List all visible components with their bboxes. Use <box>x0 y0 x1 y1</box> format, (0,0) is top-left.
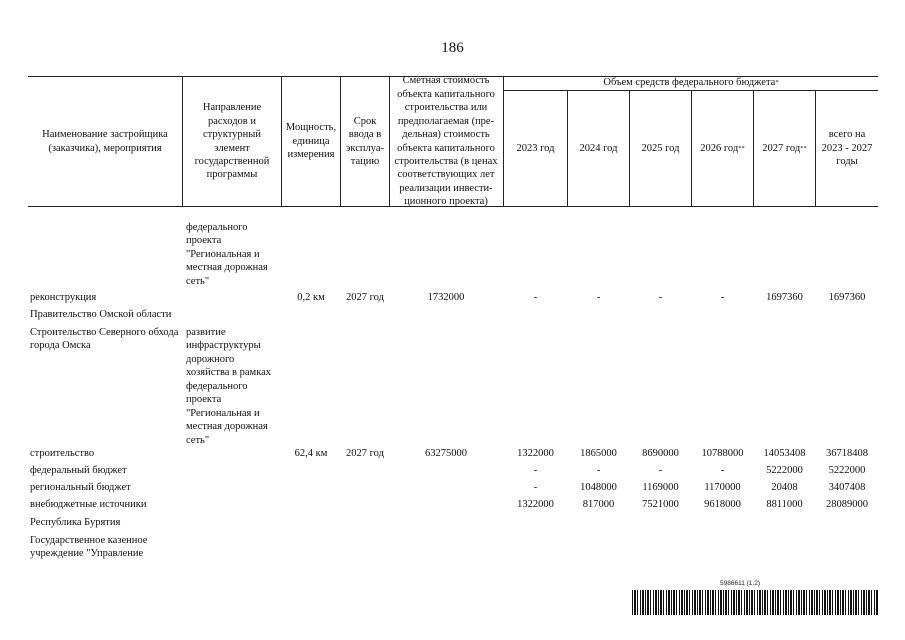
row-name-extrabudgetary: внебюджетные источники <box>30 499 147 510</box>
cell-cost: 63275000 <box>425 448 467 459</box>
header-term-text: Срок ввода в эксплуа-тацию <box>345 115 385 167</box>
cell-2023: 1322000 <box>517 499 554 510</box>
barcode <box>632 590 878 615</box>
cell-cost: 1732000 <box>427 292 465 303</box>
cell-2027: 1697360 <box>766 292 803 303</box>
cell-total: 5222000 <box>828 465 866 476</box>
cell-total: 28089000 <box>826 499 868 510</box>
cell-total: 36718408 <box>826 448 868 459</box>
cell-2025: 1169000 <box>642 482 679 493</box>
header-federal-group-text: Объем средств федерального бюджета <box>603 77 776 89</box>
header-year-2026: 2026 год ** <box>700 142 745 154</box>
cell-2027: 8811000 <box>766 499 803 510</box>
cell-2025: 7521000 <box>642 499 679 510</box>
row-name-reconstruction: реконструкция <box>30 292 97 303</box>
cell-2026: 1170000 <box>704 482 741 493</box>
cell-2024: 1865000 <box>580 448 617 459</box>
header-cost-text: Сметная стоимость объекта капитального строительства или предполагаемая (пре-дельная) стоимость объекта капитального строительства (в ценах соответствующих лет реализации инвести-ционного проекта) <box>394 75 498 208</box>
row-name-federal-budget: федеральный бюджет <box>30 465 127 476</box>
cell-capacity: 0,2 км <box>297 292 325 303</box>
cell-2025: - <box>658 465 663 476</box>
header-year-2027: 2027 год ** <box>762 142 807 154</box>
row-name-construction: строительство <box>30 448 95 459</box>
year-label: 2025 год <box>641 142 680 154</box>
header-direction-text: Направление расходов и структурный элемент государственной программы <box>194 102 270 181</box>
cell-2023: - <box>533 482 538 493</box>
year-label: 2023 год <box>516 142 555 154</box>
header-name-text: Наименование застройщика (заказчика), мероприятия <box>42 129 168 154</box>
cell-2027: 20408 <box>771 482 798 493</box>
header-total <box>818 91 876 206</box>
header-direction <box>188 77 276 206</box>
header-cost <box>391 77 501 206</box>
cell-capacity: 62,4 км <box>294 448 328 459</box>
row-direction-infrastructure: развитие инфраструктуры дорожного хозяйства в рамках федерального проекта "Региональная и местная дорожная сеть" <box>186 327 272 446</box>
header-term <box>343 77 387 206</box>
cell-2026: - <box>720 465 725 476</box>
cell-term: 2027 год <box>346 292 384 303</box>
cell-2024: 1048000 <box>580 482 617 493</box>
row-name-omsk-bypass: Строительство Северного обхода города Омска <box>30 327 179 352</box>
cell-2027: 5222000 <box>766 465 803 476</box>
header-year-2023 <box>504 91 567 206</box>
cell-2026: 9618000 <box>704 499 741 510</box>
header-year-2025 <box>630 91 691 206</box>
row-name-regional-budget: региональный бюджет <box>30 482 131 493</box>
header-federal-group: Объем средств федерального бюджета * <box>603 77 779 89</box>
row-name-omsk-government: Правительство Омской области <box>30 309 172 320</box>
cell-2023: 1322000 <box>517 448 554 459</box>
header-total-text: всего на 2023 - 2027 годы <box>821 129 873 168</box>
cell-2024: - <box>596 292 601 303</box>
cell-total: 3407408 <box>828 482 866 493</box>
year-label: 2026 год <box>700 142 739 154</box>
page-number: 186 <box>441 40 464 56</box>
cell-total: 1697360 <box>828 292 866 303</box>
cell-2024: 817000 <box>582 499 615 510</box>
cell-2026: 10788000 <box>701 448 744 459</box>
cell-2025: 8690000 <box>642 448 679 459</box>
header-name <box>30 77 180 206</box>
row-direction-federal-project: федерального проекта "Региональная и местная дорожная сеть" <box>186 222 268 287</box>
cell-term: 2027 год <box>346 448 384 459</box>
cell-2023: - <box>533 465 538 476</box>
year-label: 2027 год <box>762 142 801 154</box>
cell-2023: - <box>533 292 538 303</box>
header-year-2024 <box>568 91 629 206</box>
barcode-code: 5986611 (1.2) <box>720 580 760 587</box>
header-capacity-text: Мощность, единица измерения <box>285 122 337 161</box>
cell-2027: 14053408 <box>763 448 806 459</box>
cell-2025: - <box>658 292 663 303</box>
header-capacity <box>283 77 339 206</box>
cell-2026: - <box>720 292 725 303</box>
cell-2024: - <box>596 465 601 476</box>
row-name-buryatia: Республика Бурятия <box>30 517 121 528</box>
row-name-state-institution: Государственное казенное учреждение "Управление <box>30 535 148 560</box>
year-label: 2024 год <box>579 142 618 154</box>
